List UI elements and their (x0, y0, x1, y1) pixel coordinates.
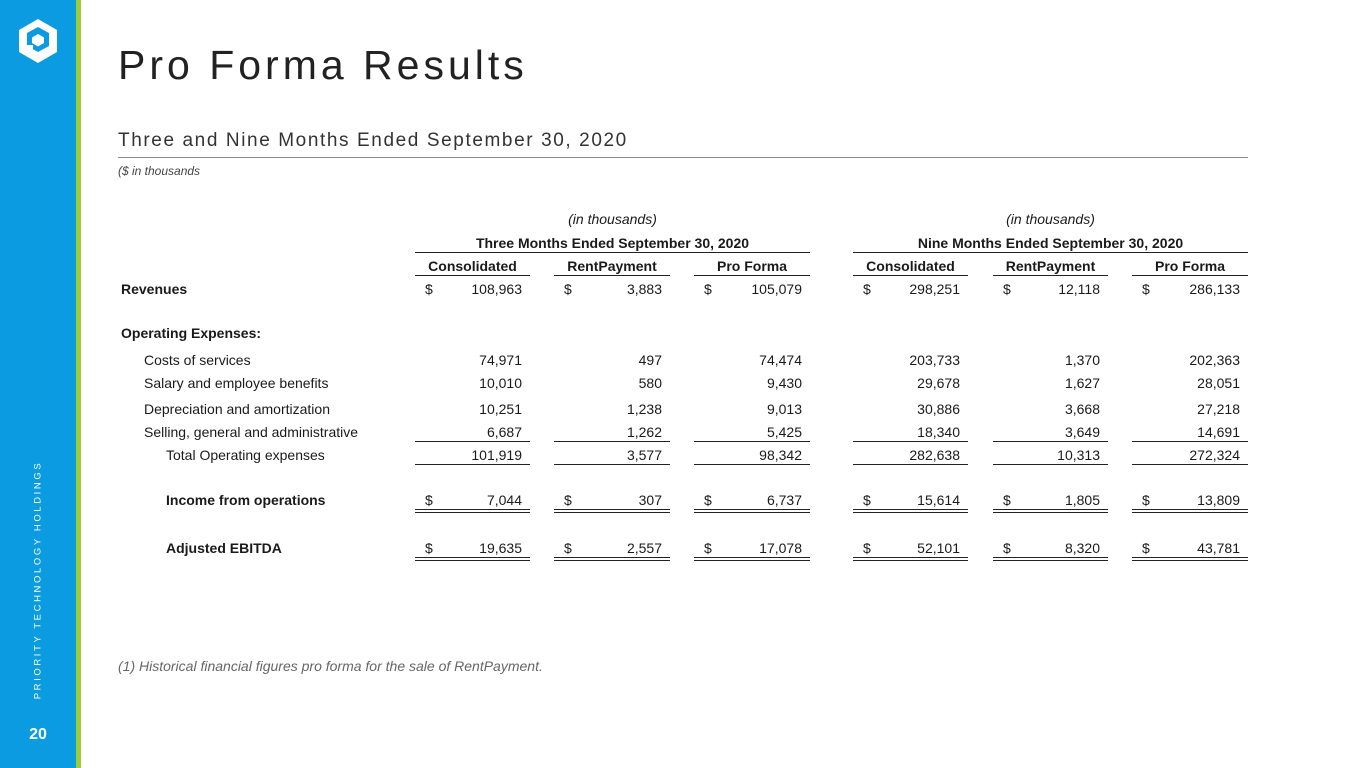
footnote: (1) Historical financial figures pro forma for the sale of RentPayment. (118, 658, 543, 674)
total-rule (415, 464, 530, 465)
value-cell: 43,781 (1197, 540, 1240, 556)
value-cell: 30,886 (917, 401, 960, 417)
unit-label-nine-months: (in thousands) (1006, 211, 1095, 227)
double-underline (1132, 557, 1248, 561)
row-label-depreciation: Depreciation and amortization (144, 401, 330, 417)
column-header: Pro Forma (716, 258, 787, 274)
double-underline (993, 557, 1108, 561)
value-cell: 1,262 (626, 424, 662, 440)
subtotal-rule (415, 441, 530, 442)
column-header: Consolidated (866, 258, 955, 274)
value-cell: 17,078 (759, 540, 802, 556)
total-rule (853, 464, 968, 465)
currency-symbol: $ (704, 281, 712, 297)
units-note: ($ in thousands (118, 164, 201, 178)
double-underline (554, 509, 670, 513)
currency-symbol: $ (425, 281, 433, 297)
value-cell: 3,883 (626, 281, 662, 297)
currency-symbol: $ (564, 540, 572, 556)
page-number: 20 (29, 726, 47, 743)
value-cell: 27,218 (1197, 401, 1240, 417)
double-underline (554, 557, 670, 561)
double-underline (853, 557, 968, 561)
value-cell: 3,668 (1064, 401, 1100, 417)
value-cell: 3,577 (626, 447, 662, 463)
company-name: PRIORITY TECHNOLOGY HOLDINGS (32, 460, 44, 700)
currency-symbol: $ (564, 492, 572, 508)
priority-logo-icon (17, 18, 59, 64)
period-underline (415, 252, 810, 253)
value-cell: 7,044 (486, 492, 522, 508)
column-header: RentPayment (1005, 258, 1096, 274)
row-label-sga: Selling, general and administrative (144, 424, 359, 440)
total-rule (1132, 464, 1248, 465)
value-cell: 101,919 (471, 447, 522, 463)
subtitle-divider (118, 157, 1248, 158)
value-cell: 1,238 (626, 401, 662, 417)
value-cell: 1,627 (1064, 375, 1100, 391)
value-cell: 282,638 (909, 447, 960, 463)
value-cell: 10,313 (1057, 447, 1100, 463)
column-header: Pro Forma (1154, 258, 1225, 274)
currency-symbol: $ (425, 540, 433, 556)
unit-label-three-months: (in thousands) (568, 211, 657, 227)
opex-header: Operating Expenses: (121, 325, 262, 341)
double-underline (694, 557, 810, 561)
page-title: Pro Forma Results (118, 42, 528, 88)
currency-symbol: $ (564, 281, 572, 297)
period-header-nine-months: Nine Months Ended September 30, 2020 (917, 235, 1184, 251)
value-cell: 10,251 (479, 401, 522, 417)
value-cell: 52,101 (917, 540, 960, 556)
column-header: RentPayment (567, 258, 657, 274)
value-cell: 14,691 (1197, 424, 1240, 440)
column-header-underline (554, 275, 670, 276)
double-underline (415, 557, 530, 561)
subtotal-rule (694, 441, 810, 442)
value-cell: 18,340 (917, 424, 960, 440)
value-cell: 2,557 (626, 540, 662, 556)
column-header-underline (694, 275, 810, 276)
currency-symbol: $ (863, 281, 871, 297)
period-underline (853, 252, 1248, 253)
sidebar (0, 0, 76, 768)
value-cell: 19,635 (479, 540, 522, 556)
value-cell: 74,971 (479, 352, 522, 368)
row-label-costs: Costs of services (144, 352, 251, 368)
column-header: Consolidated (428, 258, 517, 274)
currency-symbol: $ (425, 492, 433, 508)
double-underline (415, 509, 530, 513)
total-rule (993, 464, 1108, 465)
value-cell: 108,963 (471, 281, 522, 297)
row-label-total_opex: Total Operating expenses (166, 447, 325, 463)
double-underline (853, 509, 968, 513)
value-cell: 202,363 (1189, 352, 1240, 368)
value-cell: 6,737 (766, 492, 802, 508)
row-label-ebitda: Adjusted EBITDA (166, 540, 282, 556)
value-cell: 9,013 (766, 401, 802, 417)
value-cell: 8,320 (1064, 540, 1100, 556)
row-label-revenues: Revenues (121, 281, 188, 297)
subtotal-rule (554, 441, 670, 442)
total-rule (554, 464, 670, 465)
currency-symbol: $ (704, 492, 712, 508)
currency-symbol: $ (863, 540, 871, 556)
value-cell: 12,118 (1058, 281, 1100, 297)
value-cell: 1,805 (1064, 492, 1100, 508)
value-cell: 1,370 (1064, 352, 1100, 368)
subtotal-rule (1132, 441, 1248, 442)
value-cell: 272,324 (1189, 447, 1240, 463)
value-cell: 98,342 (759, 447, 802, 463)
page-subtitle: Three and Nine Months Ended September 30, 2020 (118, 130, 628, 151)
currency-symbol: $ (1003, 281, 1011, 297)
value-cell: 6,687 (486, 424, 522, 440)
value-cell: 497 (638, 352, 662, 368)
value-cell: 10,010 (479, 375, 522, 391)
value-cell: 74,474 (759, 352, 802, 368)
total-rule (694, 464, 810, 465)
value-cell: 203,733 (909, 352, 960, 368)
subtotal-rule (853, 441, 968, 442)
value-cell: 29,678 (917, 375, 960, 391)
value-cell: 286,133 (1189, 281, 1240, 297)
currency-symbol: $ (1003, 540, 1011, 556)
currency-symbol: $ (863, 492, 871, 508)
value-cell: 28,051 (1197, 375, 1240, 391)
currency-symbol: $ (704, 540, 712, 556)
value-cell: 298,251 (909, 281, 960, 297)
value-cell: 3,649 (1064, 424, 1100, 440)
column-header-underline (993, 275, 1108, 276)
currency-symbol: $ (1142, 281, 1150, 297)
double-underline (993, 509, 1108, 513)
value-cell: 580 (638, 375, 662, 391)
row-label-income: Income from operations (166, 492, 326, 508)
value-cell: 13,809 (1197, 492, 1240, 508)
column-header-underline (853, 275, 968, 276)
value-cell: 5,425 (766, 424, 802, 440)
double-underline (694, 509, 810, 513)
column-header-underline (415, 275, 530, 276)
sidebar-accent-stripe (76, 0, 81, 768)
currency-symbol: $ (1142, 540, 1150, 556)
value-cell: 307 (638, 492, 662, 508)
value-cell: 15,614 (917, 492, 960, 508)
value-cell: 105,079 (751, 281, 802, 297)
row-label-salary: Salary and employee benefits (144, 375, 329, 391)
column-header-underline (1132, 275, 1248, 276)
double-underline (1132, 509, 1248, 513)
currency-symbol: $ (1003, 492, 1011, 508)
value-cell: 9,430 (766, 375, 802, 391)
subtotal-rule (993, 441, 1108, 442)
period-header-three-months: Three Months Ended September 30, 2020 (475, 235, 750, 251)
currency-symbol: $ (1142, 492, 1150, 508)
